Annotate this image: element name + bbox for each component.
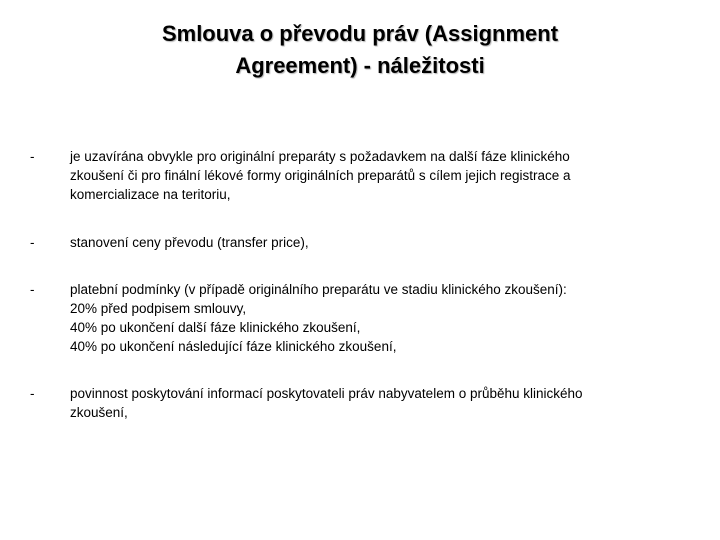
bullet-text-line: platební podmínky (v případě originálního preparátu ve stadiu klinického zkoušení): (70, 282, 567, 297)
slide-title-line-2: Agreement) - náležitosti (235, 53, 485, 78)
bullet-text-line: povinnost poskytování informací poskytovateli práv nabyvatelem o průběhu klinického (70, 386, 583, 401)
bullet-marker: - (30, 282, 35, 297)
bullet-marker: - (30, 386, 35, 401)
bullet-item (30, 280, 690, 356)
bullet-item (30, 384, 690, 422)
bullet-text-line: stanovení ceny převodu (transfer price), (70, 235, 309, 250)
bullet-list (30, 147, 690, 422)
slide-title (60, 18, 660, 82)
bullet-text-line: 40% po ukončení následující fáze klinického zkoušení, (70, 339, 397, 354)
bullet-item (30, 147, 690, 204)
bullet-text-line: 40% po ukončení další fáze klinického zkoušení, (70, 320, 361, 335)
bullet-item (30, 233, 690, 252)
bullet-text-line: zkoušení, (70, 405, 128, 420)
bullet-text-line: je uzavírána obvykle pro originální preparáty s požadavkem na další fáze klinického (70, 149, 570, 164)
bullet-text-line: 20% před podpisem smlouvy, (70, 301, 247, 316)
bullet-marker: - (30, 149, 35, 164)
bullet-marker: - (30, 235, 35, 250)
slide-title-line-1: Smlouva o převodu práv (Assignment (161, 21, 559, 46)
bullet-text-line: komercializace na teritoriu, (70, 187, 231, 202)
bullet-text-line: zkoušení či pro finální lékové formy originálních preparátů s cílem jejich registrace a (70, 168, 571, 183)
